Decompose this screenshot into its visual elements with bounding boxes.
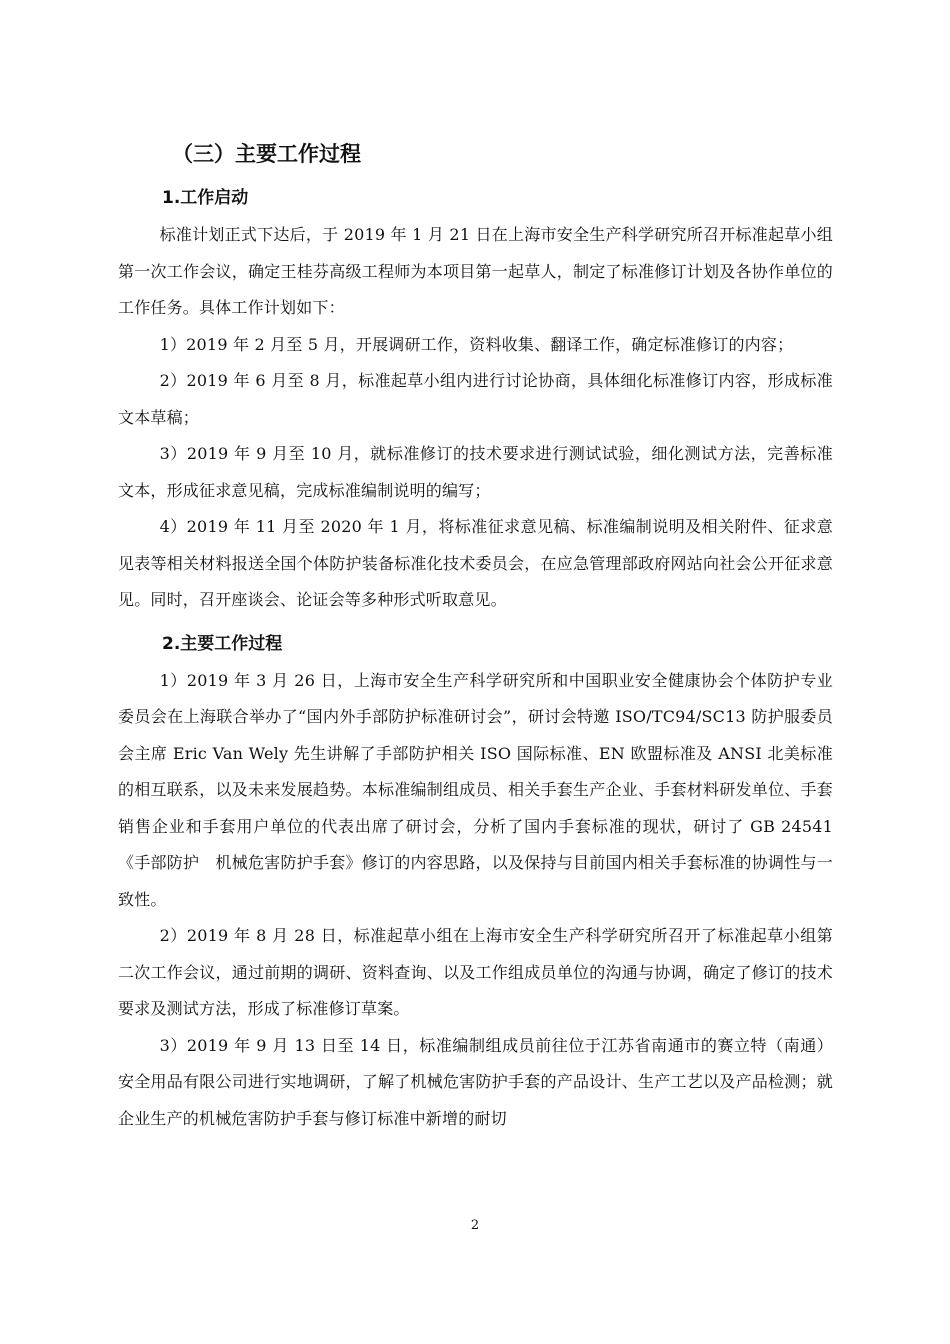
section-title: （三）主要工作过程 bbox=[172, 142, 361, 166]
paragraph: 4）2019 年 11 月至 2020 年 1 月，将标准征求意见稿、标准编制说明及相关附件、征求意见表等相关材料报送全国个体防护装备标准化技术委员会，在应急管理部政府网站向社会公开征求意见。同时，召开座谈会、论证会等多种形式听取意见。 bbox=[118, 517, 833, 609]
paragraph: 标准计划正式下达后，于 2019 年 1 月 21 日在上海市安全生产科学研究所召开标准起草小组第一次工作会议，确定王桂芬高级工程师为本项目第一起草人，制定了标准修订计划及各协作单位的工作任务。具体工作计划如下： bbox=[118, 225, 833, 317]
paragraph: 2）2019 年 8 月 28 日，标准起草小组在上海市安全生产科学研究所召开了标准起草小组第二次工作会议，通过前期的调研、资料查询、以及工作组成员单位的沟通与协调，确定了修订的技术要求及测试方法，形成了标准修订草案。 bbox=[118, 926, 833, 1018]
subheading-work-start: 1.工作启动 bbox=[162, 188, 249, 208]
paragraph: 1）2019 年 2 月至 5 月，开展调研工作，资料收集、翻译工作，确定标准修订的内容； bbox=[159, 334, 794, 354]
page-content bbox=[118, 135, 833, 1137]
paragraph: 3）2019 年 9 月 13 日至 14 日，标准编制组成员前往位于江苏省南通市的赛立特（南通）安全用品有限公司进行实地调研，了解了机械危害防护手套的产品设计、生产工艺以及产品检测；就企业生产的机械危害防护手套与修订标准中新增的耐切 bbox=[118, 1035, 833, 1128]
subheading-main-process: 2.主要工作过程 bbox=[162, 633, 283, 654]
paragraph: 2）2019 年 6 月至 8 月，标准起草小组内进行讨论协商，具体细化标准修订内容，形成标准文本草稿； bbox=[118, 371, 833, 427]
paragraph: 3）2019 年 9 月至 10 月，就标准修订的技术要求进行测试试验，细化测试方法，完善标准文本，形成征求意见稿，完成标准编制说明的编写； bbox=[118, 444, 833, 500]
paragraph: 1）2019 年 3 月 26 日，上海市安全生产科学研究所和中国职业安全健康协会个体防护专业委员会在上海联合举办了“国内外手部防护标准研讨会”，研讨会特邀 ISO/TC94/SC13 防护服委员会主席 Eric Van Wely 先生讲解了手部防护相关 ISO 国际标准、EN 欧盟标准及 ANSI 北美标准的相互联系，以及未来发展趋势。本标准编制组成员、相关手套生产企业、手套材料研发单位、手套销售企业和手套用户单位的代表出席了研讨会，分析了国内手套标准的现状，研讨了 GB 24541《手部防护 机械危害防护手套》修订的内容思路，以及保持与目前国内相关手套标准的协调性与一致性。 bbox=[118, 670, 833, 909]
page-number: 2 bbox=[470, 1218, 480, 1233]
